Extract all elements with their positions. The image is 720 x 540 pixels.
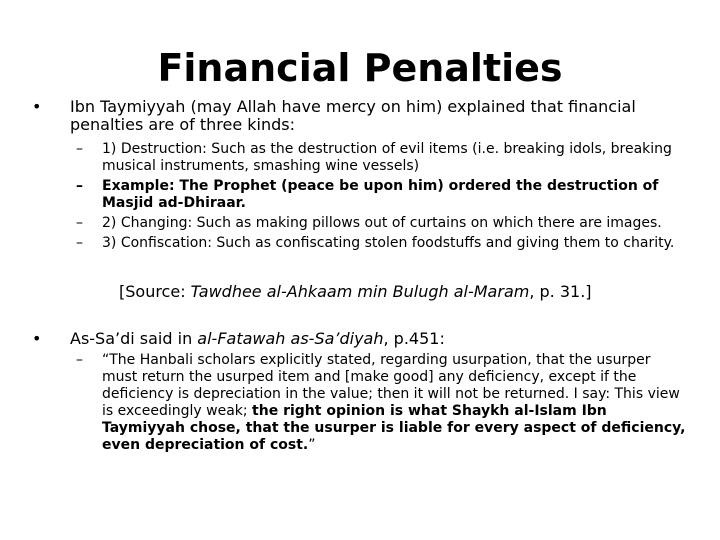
- bullet-as-sadi: [32, 330, 672, 348]
- dash-marker: –: [76, 141, 83, 157]
- bullet-text: [70, 330, 672, 348]
- list-item-changing: [76, 215, 686, 232]
- bullet-suffix: , p.451:: [383, 329, 445, 348]
- dash-marker: –: [76, 178, 83, 194]
- dash-marker: –: [76, 235, 83, 251]
- list-item-text: 2) Changing: Such as making pillows out of curtains on which there are images.: [102, 215, 662, 231]
- dash-marker: –: [76, 215, 83, 231]
- source-prefix: [Source:: [119, 282, 191, 301]
- bullet-financial-penalties: [32, 98, 672, 134]
- list-item-example: [76, 178, 686, 212]
- bullet-text: Ibn Taymiyyah (may Allah have mercy on him) explained that financial penalties are of three kinds:: [70, 97, 636, 134]
- dash-marker: –: [76, 352, 83, 368]
- quote-bold-text: the right opinion is what Shaykh al-Islam Ibn Taymiyyah chose, that the usurper is liable for every aspect of deficiency, even depreciation of cost.: [102, 403, 686, 453]
- list-item-confiscation: [76, 235, 686, 252]
- quote-list: [76, 352, 686, 457]
- list-item-destruction: [76, 141, 686, 175]
- slide-title: Financial Penalties: [157, 46, 563, 90]
- penalty-kinds-list: [76, 141, 686, 255]
- source-book-title: Tawdhee al-Ahkaam min Bulugh al-Maram: [190, 282, 530, 301]
- list-item-text: 3) Confiscation: Such as confiscating stolen foodstuffs and giving them to charity.: [102, 235, 675, 251]
- quote-item: [76, 352, 686, 454]
- source-suffix: , p. 31.]: [529, 282, 592, 301]
- list-item-text: Example: The Prophet (peace be upon him) ordered the destruction of Masjid ad-Dhiraar.: [102, 178, 659, 211]
- quote-normal-text: “The Hanbali scholars explicitly stated, regarding usurpation, that the usurper must return the usurped item and [make good] any deficiency, except if the deficiency is depreciation in the value; then it will not be returned. I say: This view is exceedingly weak;: [102, 352, 680, 419]
- bullet-book-title: al-Fatawah as-Sa’diyah: [197, 329, 384, 348]
- bullet-marker: •: [32, 97, 42, 116]
- source-citation: [119, 283, 592, 301]
- bullet-marker: •: [32, 329, 42, 348]
- list-item-text: 1) Destruction: Such as the destruction of evil items (i.e. breaking idols, breaking musical instruments, smashing wine vessels): [102, 141, 672, 174]
- bullet-prefix: As-Sa’di said in: [70, 329, 198, 348]
- quote-end: ”: [308, 437, 316, 453]
